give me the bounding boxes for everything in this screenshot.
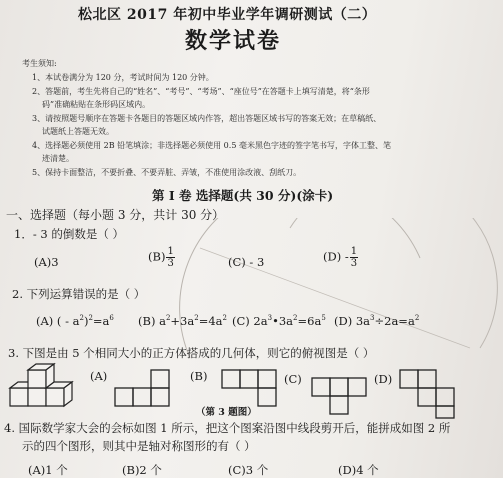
notice-item: 2、答题前，考生先将自己的“姓名”、“考号”、“考场”、“座位号”在答题卡上填写清楚，将“条形 bbox=[32, 87, 370, 96]
q3-view-c bbox=[312, 378, 366, 414]
q4-stem-line1: 4. 国际数学家大会的会标如图 1 所示，把这个图案沿图中线段剪开后，能拼成如图 2 所 bbox=[4, 421, 451, 435]
q4-option-a: (A)1 个 bbox=[28, 463, 68, 477]
q4-option-c: (C)3 个 bbox=[228, 463, 269, 477]
q3-solid-figure bbox=[10, 364, 72, 406]
notice-item: 3、请按照题号顺序在答题卡各题目的答题区域内作答，超出答题区域书写的答案无效；在草稿纸、 bbox=[32, 114, 382, 123]
q2-option-d: (D) $3a^3\div 2a=a^2$ bbox=[334, 314, 420, 328]
q3-view-a bbox=[115, 370, 169, 406]
q1-option-d: (D) - $\frac{1}{3}$ bbox=[323, 246, 358, 269]
section-title: 第 I 卷 选择题(共 30 分)(涂卡) bbox=[152, 188, 334, 203]
q3-stem: 3. 下图是由 5 个相同大小的正方体搭成的几何体，则它的俯视图是（ ） bbox=[8, 346, 375, 360]
q4-option-b: (B)2 个 bbox=[122, 463, 162, 477]
q4-stem-line2: 示的四个图形，则其中是轴对称图形的有（ ） bbox=[22, 439, 256, 453]
q2-stem: 2. 下列运算错误的是（ ） bbox=[12, 287, 146, 301]
notice-item: 4、选择题必须使用 2B 铅笔填涂；非选择题必须使用 0.5 毫米黑色字迹的签字笔书写，字体工整、笔 bbox=[32, 141, 391, 150]
notice-heading: 考生须知: bbox=[22, 59, 57, 68]
q3-option-a: (A) bbox=[90, 369, 108, 383]
q2-option-c: (C) $2a^3•3a^2=6a^5$ bbox=[232, 314, 326, 328]
q1-stem: 1．- 3 的倒数是（ ） bbox=[14, 227, 124, 241]
notice-item: 迹清楚。 bbox=[42, 154, 74, 163]
q2-option-b: (B) $a^2+3a^2=4a^2$ bbox=[138, 314, 227, 328]
q1-option-b: (B) $\frac{1}{3}$ bbox=[148, 246, 174, 269]
q3-view-b bbox=[222, 370, 276, 406]
q3-view-d bbox=[400, 370, 454, 418]
notice-item: 试题纸上答题无效。 bbox=[42, 127, 114, 136]
exam-header-title: 松北区 2017 年初中毕业学年调研测试（二） bbox=[78, 7, 377, 23]
q2-option-a: (A) ( - $a^2)^2=a^6$ bbox=[36, 314, 114, 328]
q1-option-c: (C) - 3 bbox=[228, 255, 265, 269]
q3-option-c: (C) bbox=[284, 372, 302, 386]
notice-item: 1、本试卷满分为 120 分，考试时间为 120 分钟。 bbox=[32, 73, 214, 82]
q3-option-b: (B) bbox=[190, 369, 208, 383]
part-heading: 一、选择题（每小题 3 分，共计 30 分） bbox=[6, 208, 225, 222]
subject-title: 数学试卷 bbox=[185, 28, 282, 54]
q3-option-d: (D) bbox=[374, 372, 393, 386]
q3-figure-caption: （第 3 题图） bbox=[196, 407, 257, 418]
notice-item: 5、保持卡面整洁，不要折叠、不要弄脏、弄皱，不准使用涂改液、刮纸刀。 bbox=[32, 168, 302, 177]
notice-item: 码”准确粘贴在条形码区域内。 bbox=[42, 100, 151, 109]
q4-option-d: (D)4 个 bbox=[338, 463, 379, 477]
q1-option-a: (A)3 bbox=[34, 255, 59, 269]
